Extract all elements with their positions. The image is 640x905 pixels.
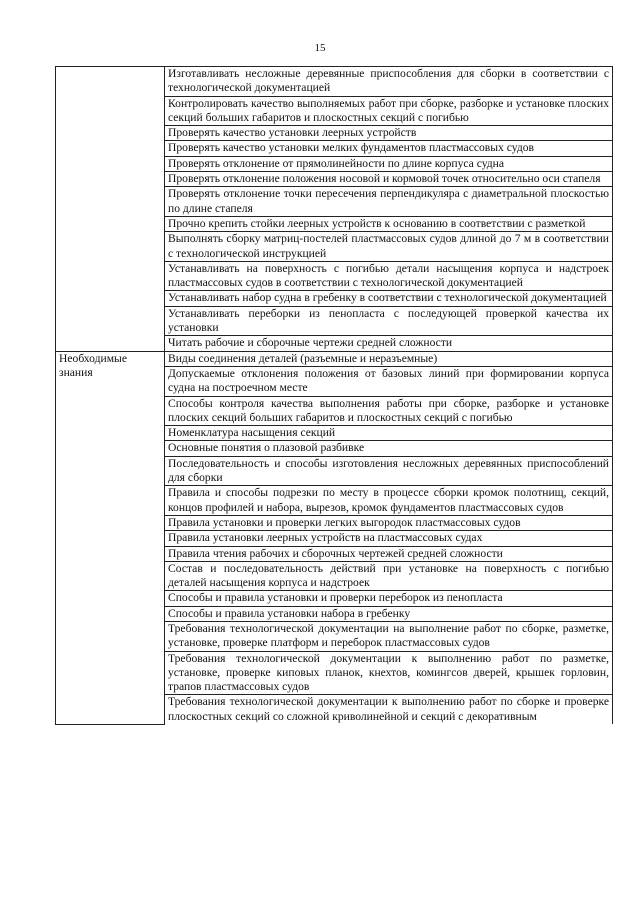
table-cell: Проверять отклонение положения носовой и кормовой точек относительно оси стапеля [165, 172, 613, 187]
table-row [56, 351, 613, 366]
table-cell: Правила чтения рабочих и сборочных чертежей средней сложности [165, 546, 613, 561]
table-cell: Изготавливать несложные деревянные приспособления для сборки в соответствии с технологической документацией [165, 67, 613, 97]
table-cell: Правила и способы подрезки по месту в процессе сборки кромок полотнищ, секций, концов профилей и набора, вырезов, кромок фундаментов пластмассовых судов [165, 486, 613, 516]
table-cell: Последовательность и способы изготовления несложных деревянных приспособлений для сборки [165, 456, 613, 486]
table-cell: Устанавливать переборки из пенопласта с последующей проверкой качества их установки [165, 306, 613, 336]
table-cell: Выполнять сборку матриц-постелей пластмассовых судов длиной до 7 м в соответствии с технологической инструкцией [165, 232, 613, 262]
table-cell: Виды соединения деталей (разъемные и неразъемные) [165, 351, 613, 366]
table-cell: Проверять отклонение от прямолинейности по длине корпуса судна [165, 156, 613, 171]
table-cell: Правила установки и проверки легких выгородок пластмассовых судов [165, 515, 613, 530]
table-cell: Читать рабочие и сборочные чертежи средней сложности [165, 336, 613, 351]
requirements-table [55, 66, 613, 725]
table-cell: Требования технологической документации к выполнению работ по сборке и проверке плоскостных секций со сложной криволинейной и секций с декоративным [165, 695, 613, 724]
section-label [56, 67, 165, 352]
table-cell: Состав и последовательность действий при установке на поверхность с погибью деталей насыщения корпуса и надстроек [165, 561, 613, 591]
table-cell: Проверять качество установки леерных устройств [165, 126, 613, 141]
table-cell: Способы и правила установки и проверки переборок из пенопласта [165, 591, 613, 606]
table-cell: Допускаемые отклонения положения от базовых линий при формировании корпуса судна на построечном месте [165, 366, 613, 396]
section-label: Необходимые знания [56, 351, 165, 724]
table-cell: Способы и правила установки набора в гребенку [165, 606, 613, 621]
table-cell: Правила установки леерных устройств на пластмассовых судах [165, 531, 613, 546]
page-number: 15 [314, 42, 326, 54]
table-cell: Требования технологической документации на выполнение работ по сборке, разметке, установке, проверке платформ и переборок пластмассовых судов [165, 621, 613, 651]
table-row [56, 67, 613, 97]
table-cell: Контролировать качество выполняемых работ при сборке, разборке и установке плоских секций больших габаритов и плоскостных секций с погибью [165, 96, 613, 126]
table-cell: Прочно крепить стойки леерных устройств к основанию в соответствии с разметкой [165, 216, 613, 231]
table-cell: Способы контроля качества выполнения работы при сборке, разборке и установке плоских секций больших габаритов и плоскостных секций с погибью [165, 396, 613, 426]
table-cell: Основные понятия о плазовой разбивке [165, 441, 613, 456]
table-cell: Устанавливать на поверхность с погибью детали насыщения корпуса и надстроек пластмассовых судов в соответствии с технологической документацией [165, 261, 613, 291]
table-cell: Устанавливать набор судна в гребенку в соответствии с технологической документацией [165, 291, 613, 306]
table-cell: Проверять отклонение точки пересечения перпендикуляра с диаметральной плоскостью по длине стапеля [165, 187, 613, 217]
table-cell: Требования технологической документации к выполнению работ по разметке, установке, проверке киповых планок, кнехтов, комингсов дверей, крышек горловин, трапов пластмассовых судов [165, 651, 613, 695]
table-cell: Номенклатура насыщения секций [165, 426, 613, 441]
table-cell: Проверять качество установки мелких фундаментов пластмассовых судов [165, 141, 613, 156]
